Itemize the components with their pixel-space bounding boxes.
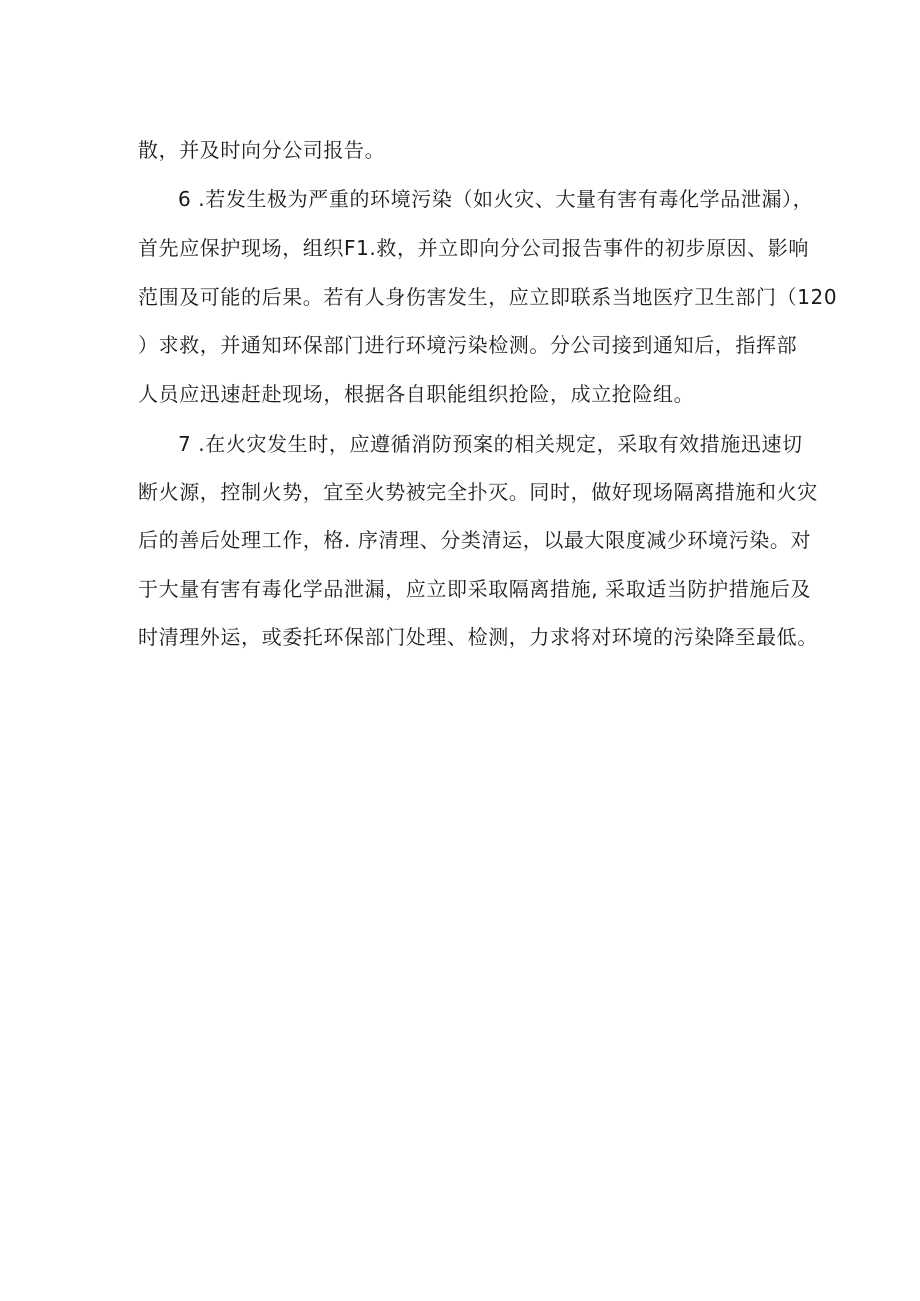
paragraph-6-line-2: 首先应保护现场，组织F1.救，并立即向分公司报告事件的初步原因、影响 xyxy=(138,236,809,260)
paragraph-7-line-2: 断火源，控制火势，宜至火势被完全扑灭。同时，做好现场隔离措施和火灾 xyxy=(138,480,818,504)
paragraph-7-line-4: 于大量有害有毒化学品泄漏，应立即采取隔离措施, 采取适当防护措施后及 xyxy=(138,577,812,601)
paragraph-6-line-4: ）求救，并通知环保部门进行环境污染检测。分公司接到通知后，指挥部 xyxy=(138,333,798,357)
paragraph-7-line-5: 时清理外运，或委托环保部门处理、检测，力求将对环境的污染降至最低。 xyxy=(138,625,818,649)
paragraph-6-line-5: 人员应迅速赶赴现场，根据各自职能组织抢险，成立抢险组。 xyxy=(138,382,695,406)
paragraph-6-line-1: 6 .若发生极为严重的环境污染（如火灾、大量有害有毒化学品泄漏）， xyxy=(178,187,814,211)
paragraph-5-line-end: 散，并及时向分公司报告。 xyxy=(138,138,386,162)
paragraph-7-line-3: 后的善后处理工作，格. 序清理、分类清运，以最大限度减少环境污染。对 xyxy=(138,528,812,552)
paragraph-6-line-3: 范围及可能的后果。若有人身伤害发生，应立即联系当地医疗卫生部门（120 xyxy=(138,285,838,309)
paragraph-7-line-1: 7 .在火灾发生时，应遵循消防预案的相关规定，采取有效措施迅速切 xyxy=(178,432,803,456)
